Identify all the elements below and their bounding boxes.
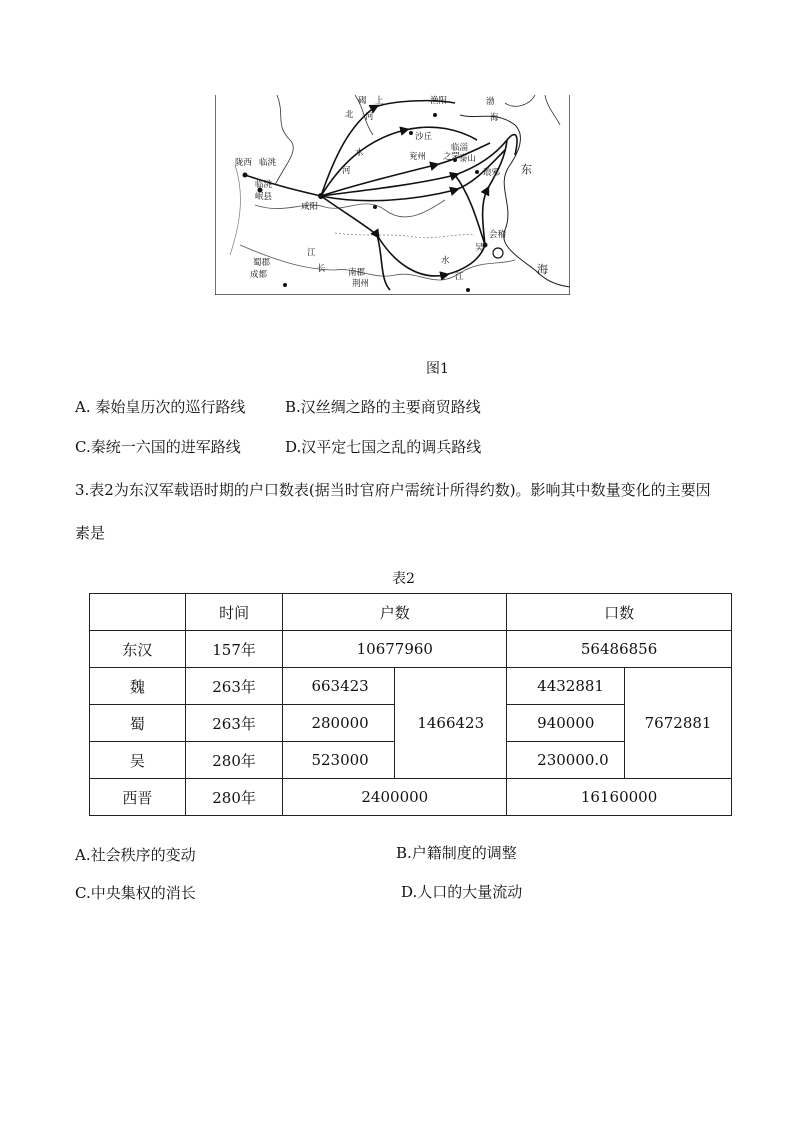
q3-option-b[interactable]: B.户籍制度的调整 xyxy=(396,844,517,862)
map-label-yuyang: 渔阳 xyxy=(430,96,448,106)
map-label-hai2: 海 xyxy=(537,263,548,276)
row-population: 230000.0 xyxy=(507,742,625,779)
row-year: 280年 xyxy=(185,779,283,816)
map-label-shui: 水 xyxy=(355,148,364,158)
map-label-shaqiu: 沙丘 xyxy=(415,132,433,142)
map-label-bei: 北 xyxy=(345,110,354,120)
row-name: 吴 xyxy=(90,742,186,779)
map-label-he: 河 xyxy=(342,166,351,176)
map-label-langya: 琅邪 xyxy=(483,168,501,178)
map-label-zhifu: 之罘 xyxy=(443,152,461,162)
three-kingdoms-households-total: 1466423 xyxy=(395,668,507,779)
map-label-lintao-top: 临洮 xyxy=(259,158,277,168)
population-table xyxy=(89,593,732,816)
q2-option-a[interactable]: A. 秦始皇历次的巡行路线 xyxy=(75,398,246,416)
map-label-bo: 渤 xyxy=(486,97,495,107)
map-label-chengdu: 成都 xyxy=(250,270,268,280)
row-households: 523000 xyxy=(283,742,395,779)
table-row xyxy=(90,779,732,816)
route-map xyxy=(215,95,570,295)
map-label-yanzhou: 兖州 xyxy=(409,152,427,162)
map-label-wu: 吴 xyxy=(475,243,484,253)
q3-option-d[interactable]: D.人口的大量流动 xyxy=(401,883,523,901)
map-label-jiang: 江 xyxy=(307,248,316,258)
map-label-chang: 长 xyxy=(317,264,326,274)
table-header-row xyxy=(90,594,732,631)
row-population: 940000 xyxy=(507,705,625,742)
three-kingdoms-population-total: 7672881 xyxy=(625,668,732,779)
row-name: 西晋 xyxy=(90,779,186,816)
row-name: 蜀 xyxy=(90,705,186,742)
table-row xyxy=(90,668,732,705)
map-label-shang: 上 xyxy=(375,96,384,106)
q3-question-line2: 素是 xyxy=(75,524,106,542)
row-households: 280000 xyxy=(283,705,395,742)
q3-question-line1: 3.表2为东汉军载语时期的户口数表(据当时官府户需统计所得约数)。影响其中数量变化的主要因 xyxy=(75,481,711,499)
map-label-dong: 东 xyxy=(521,163,532,176)
row-year: 157年 xyxy=(185,631,283,668)
map-label-xianyang: 咸阳 xyxy=(301,202,319,212)
q2-option-c[interactable]: C.秦统一六国的进军路线 xyxy=(75,438,241,456)
row-name: 东汉 xyxy=(90,631,186,668)
q2-option-b[interactable]: B.汉丝绸之路的主要商贸路线 xyxy=(285,398,481,416)
row-population: 4432881 xyxy=(507,668,625,705)
map-label-longxi: 陇西 xyxy=(235,158,253,168)
q2-option-d[interactable]: D.汉平定七国之乱的调兵路线 xyxy=(285,438,482,456)
map-label-minxian: 岷县 xyxy=(255,192,273,202)
map-label-shui2: 水 xyxy=(441,256,450,266)
map-label-hai: 海 xyxy=(490,113,499,123)
map-label-he2: 河 xyxy=(365,112,374,122)
route-map-figure xyxy=(215,95,570,295)
map-label-jie: 碣 xyxy=(358,96,367,106)
map-label-jingzhou: 荆州 xyxy=(352,279,370,289)
row-year: 280年 xyxy=(185,742,283,779)
row-population: 56486856 xyxy=(507,631,732,668)
map-label-lintao: 临洮 xyxy=(255,180,273,190)
map-label-kuaiji: 会稽 xyxy=(489,230,507,240)
header-population: 口数 xyxy=(507,594,732,631)
table-row xyxy=(90,631,732,668)
row-year: 263年 xyxy=(185,705,283,742)
row-households: 2400000 xyxy=(283,779,507,816)
q3-option-a[interactable]: A.社会秩序的变动 xyxy=(75,846,196,864)
map-label-jiang2: 江 xyxy=(455,272,464,282)
map-label-nanjun: 南郡 xyxy=(348,268,366,278)
row-name: 魏 xyxy=(90,668,186,705)
map-label-shujun: 蜀郡 xyxy=(253,258,271,268)
row-households: 10677960 xyxy=(283,631,507,668)
row-households: 663423 xyxy=(283,668,395,705)
map-label-taishan: 泰山 xyxy=(459,154,477,164)
figure-1-caption: 图1 xyxy=(426,361,449,377)
header-households: 户数 xyxy=(283,594,507,631)
map-label-linzi: 临淄 xyxy=(451,143,469,153)
q3-option-c[interactable]: C.中央集权的消长 xyxy=(75,884,196,902)
header-blank xyxy=(90,594,186,631)
row-year: 263年 xyxy=(185,668,283,705)
table-2-caption: 表2 xyxy=(392,571,415,587)
row-population: 16160000 xyxy=(507,779,732,816)
header-time: 时间 xyxy=(185,594,283,631)
